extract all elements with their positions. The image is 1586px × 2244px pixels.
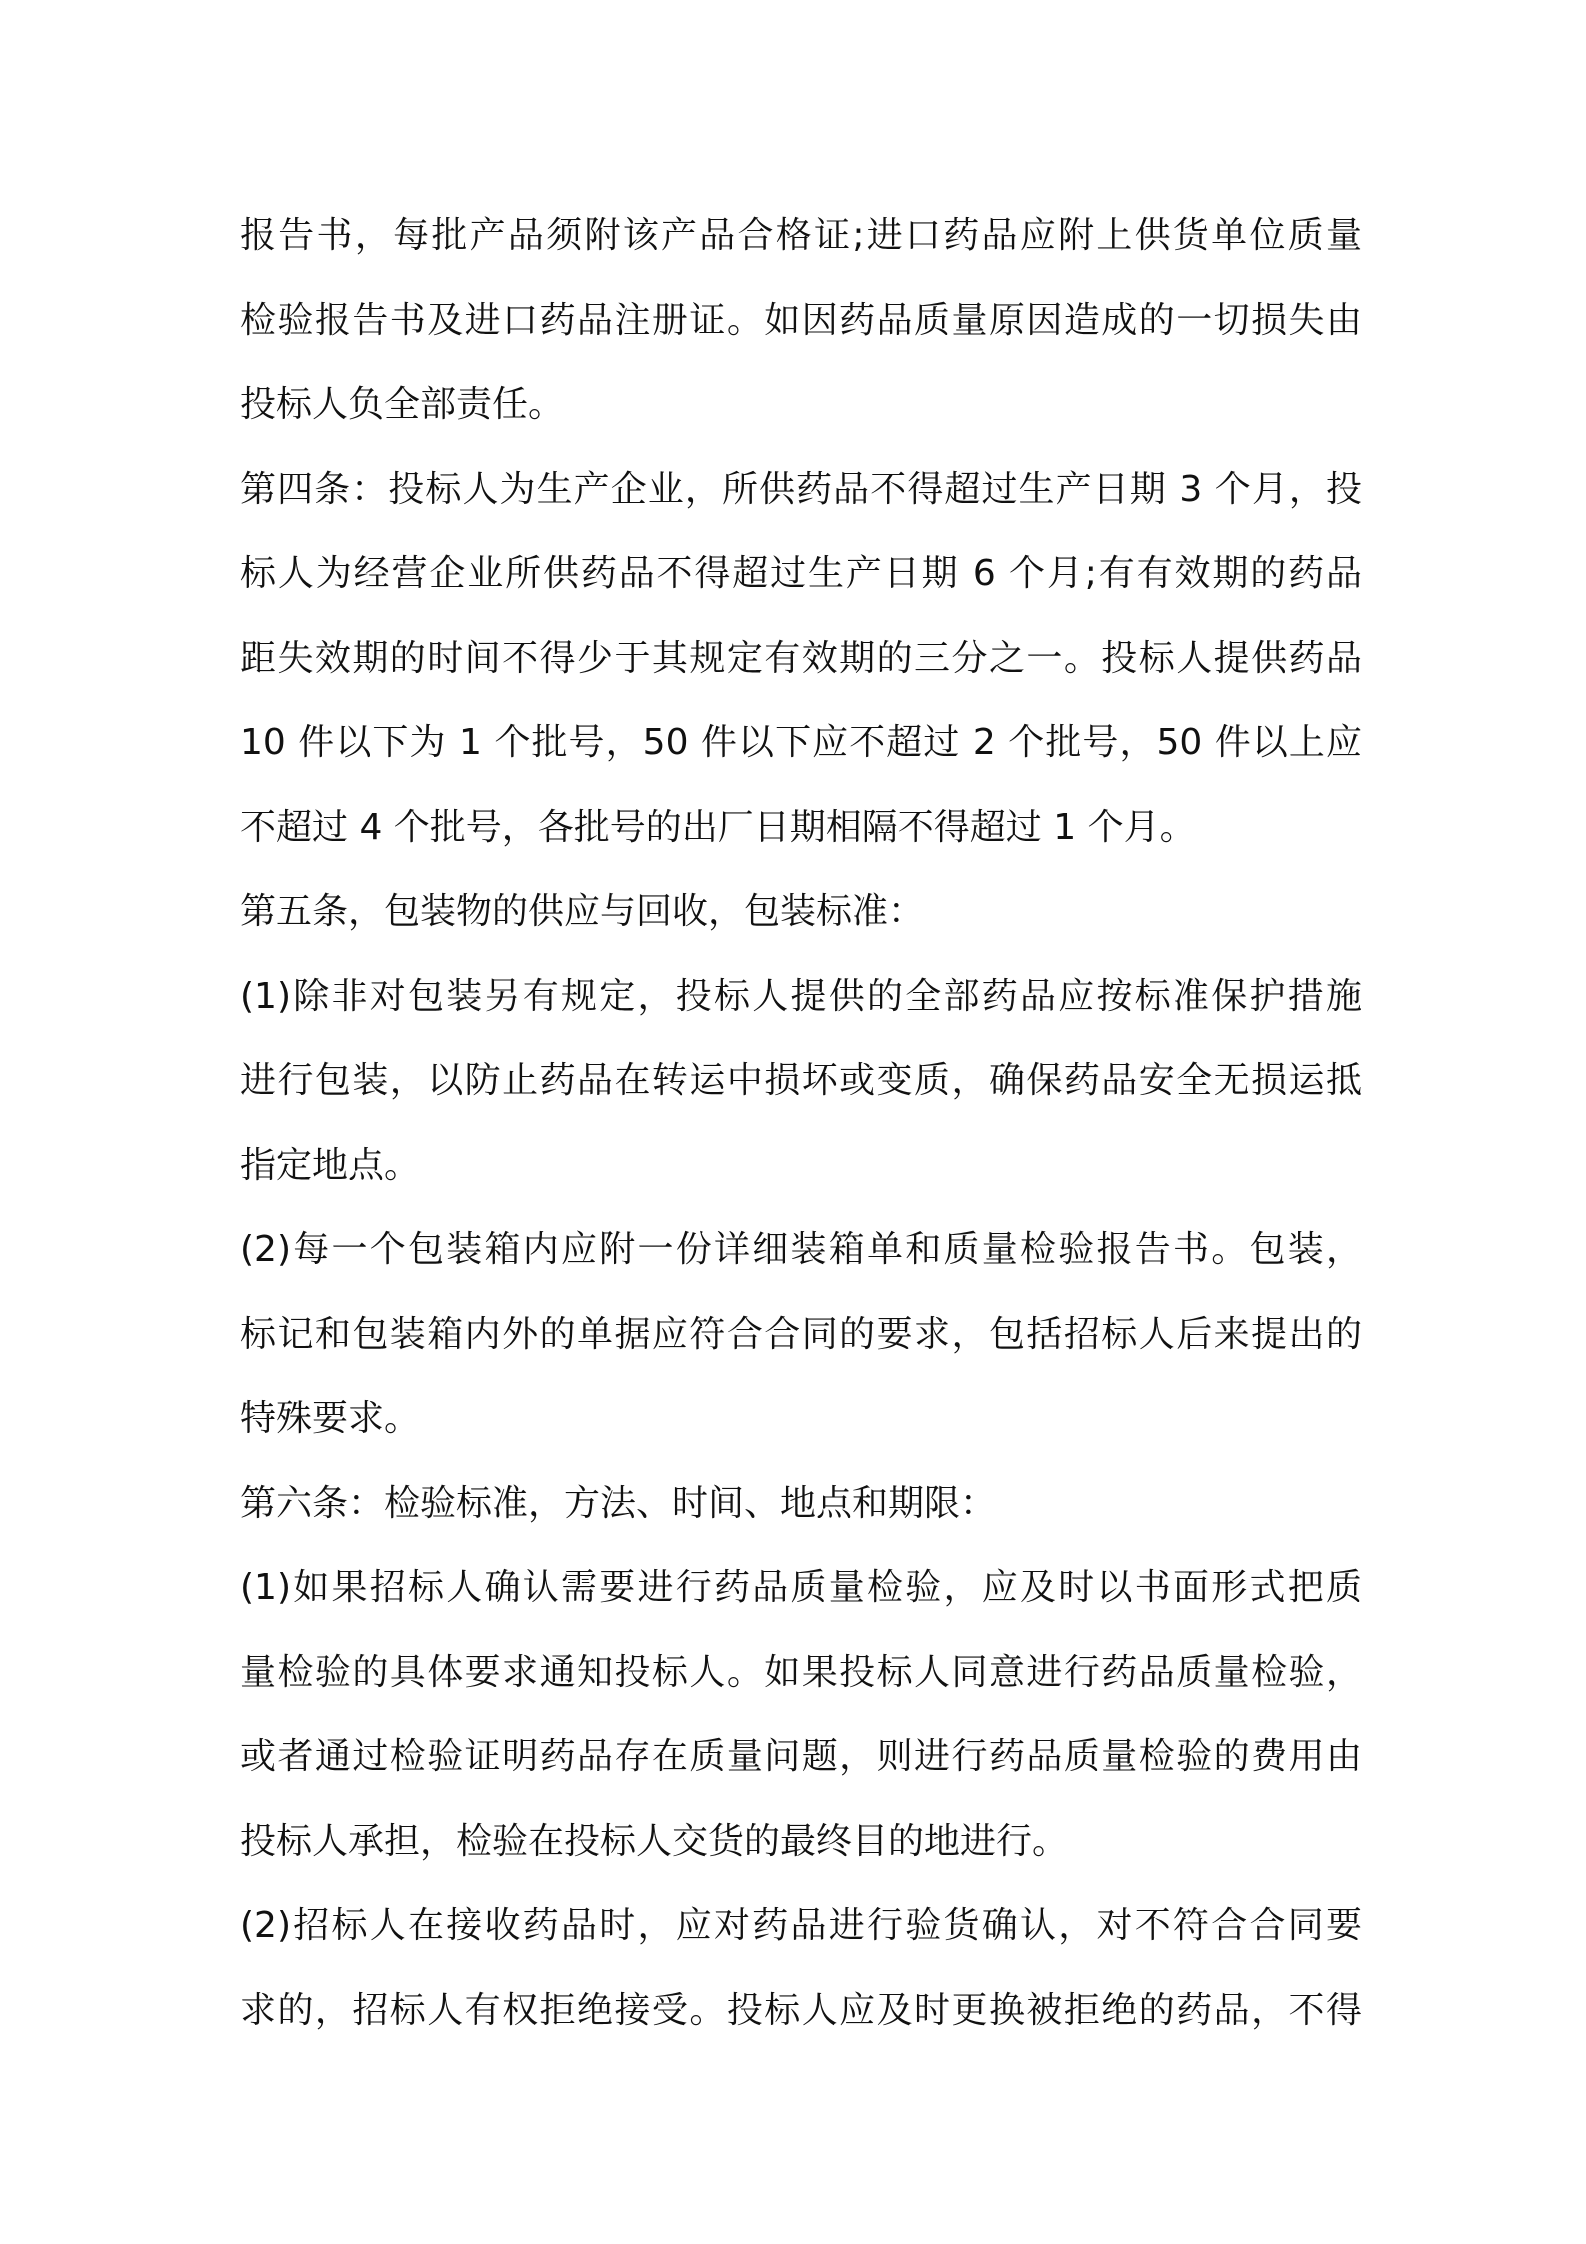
body-text [240, 194, 1362, 2053]
text-line-6: 距失效期的时间不得少于其规定有效期的三分之一。投标人提供药品 [240, 637, 1362, 679]
text-line-1: 报告书，每批产品须附该产品合格证;进口药品应附上供货单位质量 [240, 215, 1362, 256]
text-line-4: 第四条：投标人为生产企业，所供药品不得超过生产日期 3 个月，投 [240, 468, 1362, 510]
text-line-14: 标记和包装箱内外的单据应符合合同的要求，包括招标人后来提出的 [240, 1313, 1362, 1355]
text-line-11: 进行包装，以防止药品在转运中损坏或变质，确保药品安全无损运抵 [240, 1060, 1362, 1101]
text-line-7: 10 件以下为 1 个批号，50 件以下应不超过 2 个批号，50 件以上应 [240, 722, 1362, 763]
text-line-5: 标人为经营企业所供药品不得超过生产日期 6 个月;有有效期的药品 [240, 553, 1362, 594]
text-line-17: (1)如果招标人确认需要进行药品质量检验，应及时以书面形式把质 [240, 1567, 1362, 1608]
text-line-16: 第六条：检验标准，方法、时间、地点和期限： [240, 1482, 997, 1524]
text-line-2: 检验报告书及进口药品注册证。如因药品质量原因造成的一切损失由 [240, 299, 1362, 341]
text-line-12: 指定地点。 [240, 1144, 421, 1186]
text-line-21: (2)招标人在接收药品时，应对药品进行验货确认，对不符合合同要 [240, 1905, 1362, 1946]
text-line-18: 量检验的具体要求通知投标人。如果投标人同意进行药品质量检验， [240, 1651, 1362, 1693]
text-line-19: 或者通过检验证明药品存在质量问题，则进行药品质量检验的费用由 [240, 1736, 1362, 1777]
text-line-22: 求的，招标人有权拒绝接受。投标人应及时更换被拒绝的药品，不得 [240, 1989, 1362, 2031]
text-line-3: 投标人负全部责任。 [240, 384, 565, 425]
text-line-10: (1)除非对包装另有规定，投标人提供的全部药品应按标准保护措施 [240, 975, 1362, 1017]
text-line-9: 第五条，包装物的供应与回收，包装标准： [240, 891, 925, 932]
text-line-20: 投标人承担，检验在投标人交货的最终目的地进行。 [240, 1820, 1069, 1862]
text-line-15: 特殊要求。 [240, 1398, 421, 1439]
text-line-8: 不超过 4 个批号，各批号的出厂日期相隔不得超过 1 个月。 [240, 806, 1196, 848]
text-line-13: (2)每一个包装箱内应附一份详细装箱单和质量检验报告书。包装， [240, 1229, 1362, 1270]
